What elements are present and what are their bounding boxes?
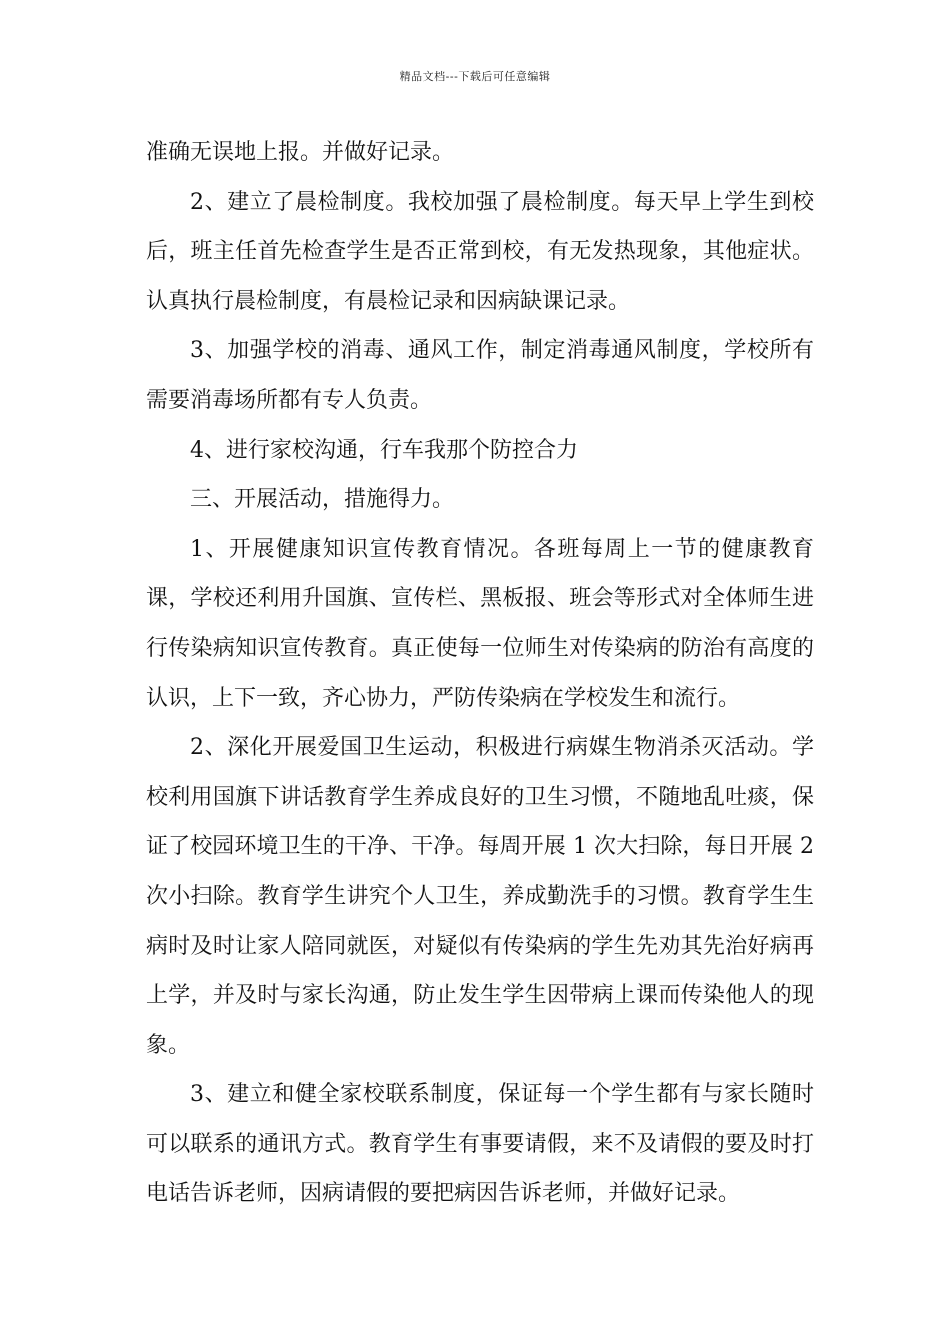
paragraph: 3、建立和健全家校联系制度，保证每一个学生都有与家长随时可以联系的通讯方式。教育学生有事要请假，来不及请假的要及时打电话告诉老师，因病请假的要把病因告诉老师，并做好记录。	[146, 1082, 814, 1207]
page-header: 精品文档---下载后可任意编辑	[399, 70, 551, 83]
paragraph: 1、开展健康知识宣传教育情况。各班每周上一节的健康教育课，学校还利用升国旗、宣传栏、黑板报、班会等形式对全体师生进行传染病知识宣传教育。真正使每一位师生对传染病的防治有高度的认识，上下一致，齐心协力，严防传染病在学校发生和流行。	[146, 536, 814, 711]
section-heading: 三、开展活动，措施得力。	[190, 487, 455, 513]
paragraph: 2、深化开展爱国卫生运动，积极进行病媒生物消杀灭活动。学校利用国旗下讲话教育学生养成良好的卫生习惯，不随地乱吐痰，保证了校园环境卫生的干净、干净。每周开展 1 次大扫除，每日开展 2 次小扫除。教育学生讲究个人卫生，养成勤洗手的习惯。教育学生生病时及时让家人陪同就医，对疑似有传染病的学生先劝其先治好病再上学，并及时与家长沟通，防止发生学生因带病上课而传染他人的现象。	[146, 735, 814, 1058]
paragraph: 3、加强学校的消毒、通风工作，制定消毒通风制度，学校所有需要消毒场所都有专人负责。	[146, 338, 814, 413]
document-body	[146, 128, 814, 1219]
paragraph: 4、进行家校沟通，行车我那个防控合力	[190, 437, 578, 463]
paragraph: 准确无误地上报。并做好记录。	[146, 140, 455, 165]
paragraph: 2、建立了晨检制度。我校加强了晨检制度。每天早上学生到校后，班主任首先检查学生是否正常到校，有无发热现象，其他症状。认真执行晨检制度，有晨检记录和因病缺课记录。	[146, 189, 814, 314]
